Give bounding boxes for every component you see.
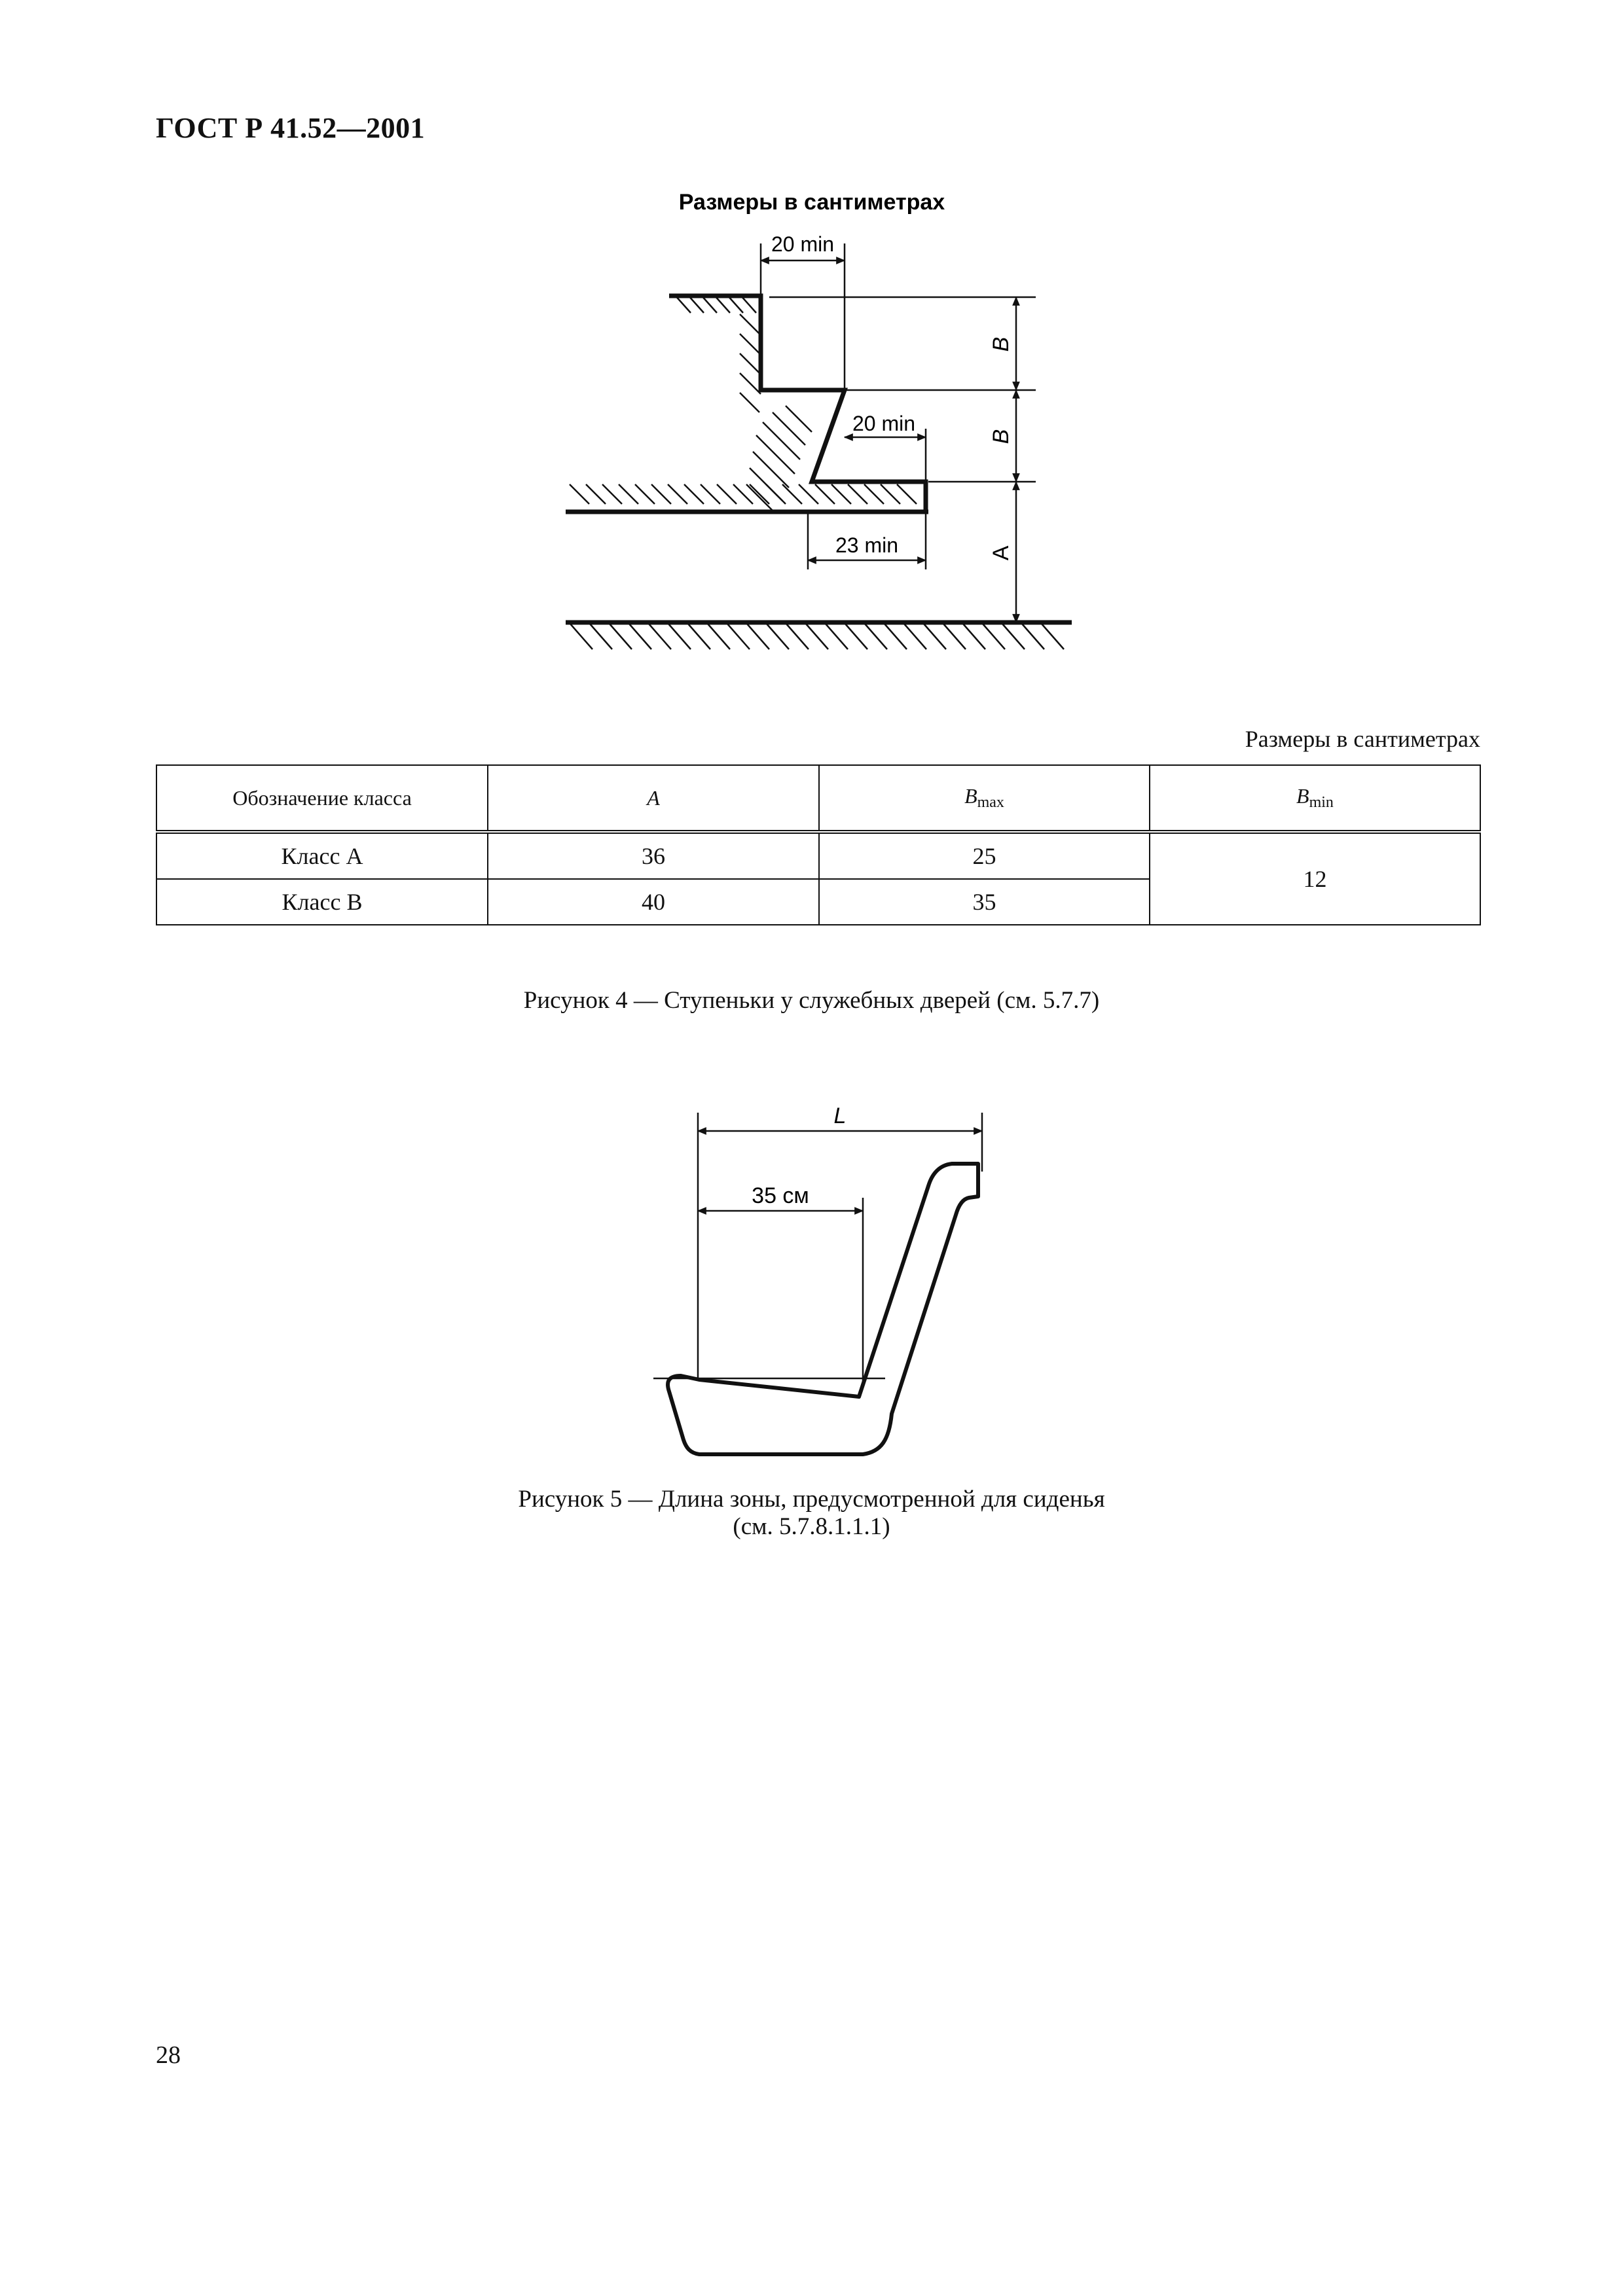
seat-profile [668, 1164, 978, 1454]
header-bmax-text: B [964, 784, 977, 808]
dimension-35cm-label: 35 см [752, 1183, 809, 1208]
hatching-upper [674, 295, 761, 412]
dimension-l-label: L [833, 1103, 847, 1128]
figure-5-drawing [0, 1073, 1623, 1492]
document-header: ГОСТ Р 41.52—2001 [156, 112, 426, 144]
class-dimensions-table [156, 764, 1481, 925]
figure-5-caption-line1: Рисунок 5 — Длина зоны, предусмотренной для сиденья [518, 1486, 1105, 1513]
dimension-b-lower-label: B [989, 429, 1013, 444]
table-units-note: Размеры в сантиметрах [1245, 726, 1480, 752]
hatching-lower-step [570, 484, 917, 504]
header-a [488, 765, 819, 832]
header-bmax [819, 765, 1150, 832]
row-bmax-value: 35 [819, 879, 1150, 925]
row-class-name: Класс А [156, 832, 488, 879]
hatching-ground [570, 623, 1064, 649]
figure-5-caption-line2: (см. 5.7.8.1.1.1) [733, 1513, 890, 1540]
figure-4-caption: Рисунок 4 — Ступеньки у служебных дверей (см. 5.7.7) [523, 987, 1100, 1014]
row-a-value: 40 [488, 879, 819, 925]
dimension-35cm [698, 1198, 863, 1382]
row-a-value: 36 [488, 832, 819, 879]
header-class: Обозначение класса [156, 765, 488, 832]
table-row [156, 832, 1480, 879]
header-bmin [1150, 765, 1480, 832]
dimension-20min-mid [845, 429, 926, 482]
dimension-b-upper-label: B [989, 336, 1013, 352]
dimension-20min-top [761, 243, 845, 393]
header-bmin-sub: min [1309, 794, 1334, 811]
row-class-name: Класс В [156, 879, 488, 925]
figure-4-drawing [0, 0, 1623, 694]
dimension-23min-label: 23 min [835, 533, 899, 557]
dimension-20min-top-label: 20 min [771, 232, 835, 256]
dimension-20min-mid-label: 20 min [852, 412, 916, 435]
header-a-text: A [647, 785, 660, 810]
page-number: 28 [156, 2041, 181, 2069]
figure-4-units-note: Размеры в сантиметрах [678, 190, 945, 215]
bmin-common-value: 12 [1150, 832, 1480, 925]
dimension-l [698, 1113, 982, 1381]
header-bmax-sub: max [977, 794, 1004, 811]
hatching-riser [746, 406, 812, 511]
header-bmin-text: B [1296, 784, 1309, 808]
dimension-a-label: A [989, 545, 1013, 561]
row-bmax-value: 25 [819, 832, 1150, 879]
